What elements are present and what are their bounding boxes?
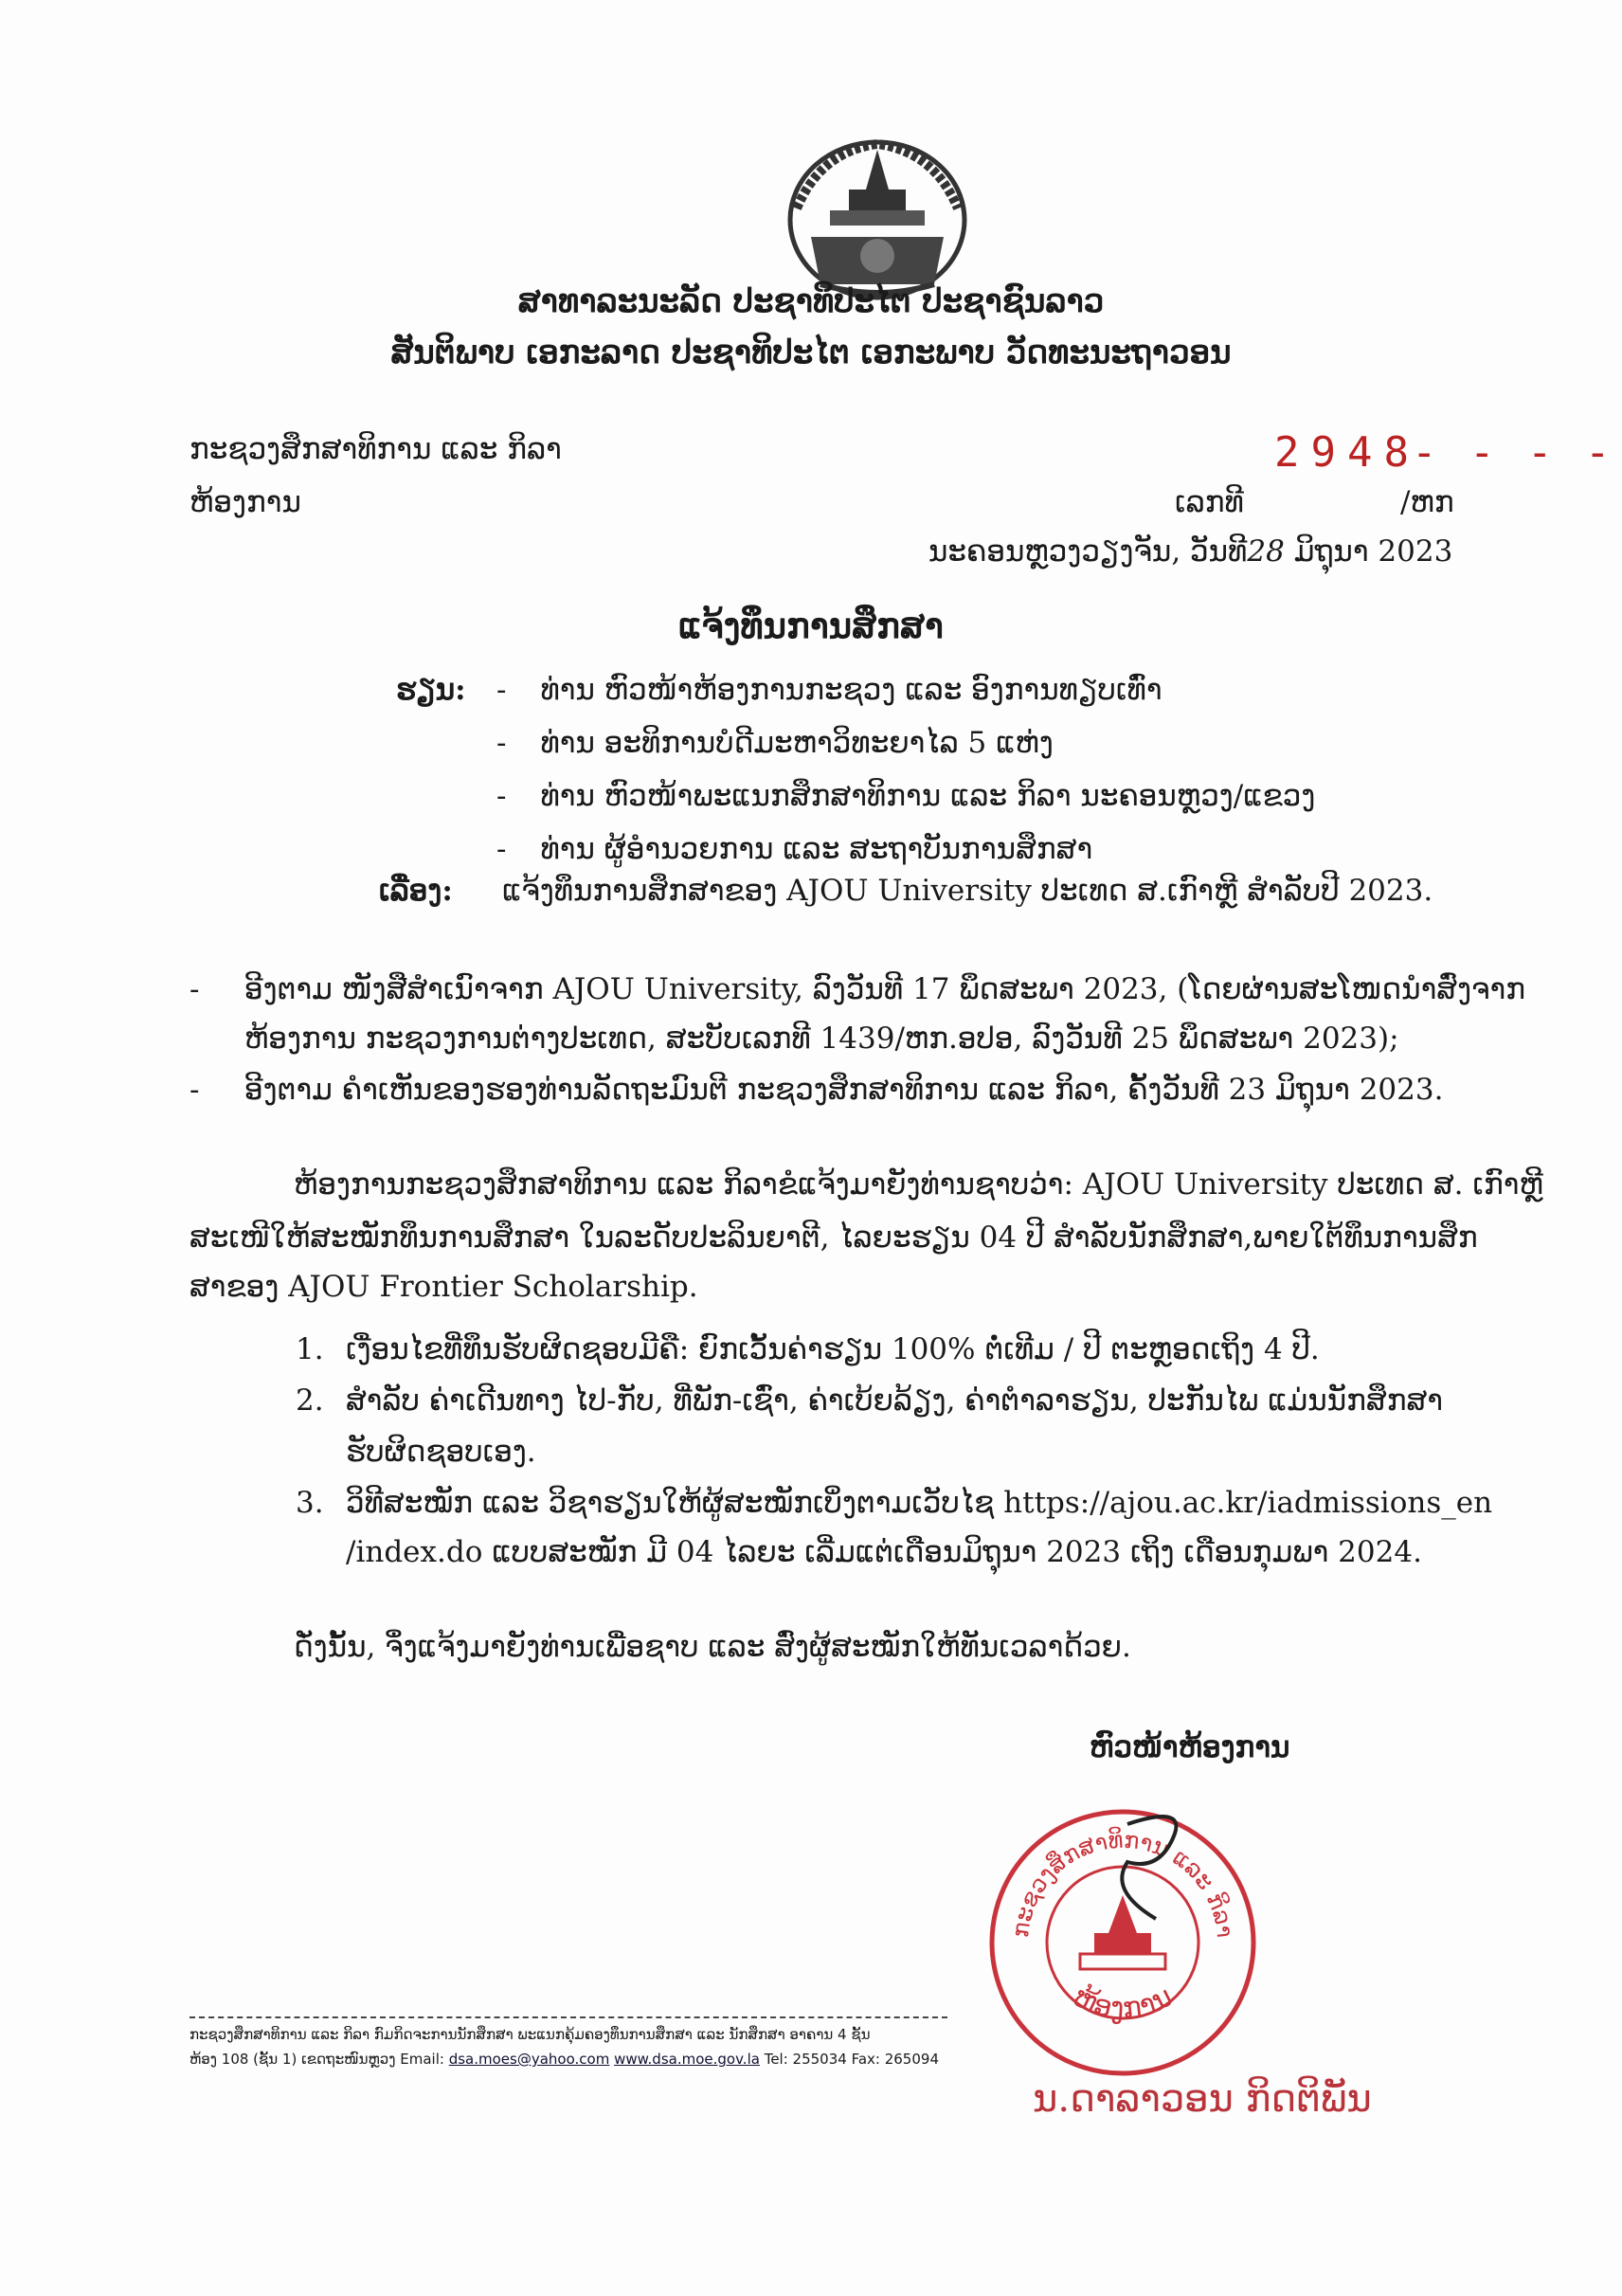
date-prefix: ນະຄອນຫຼວງວຽງຈັນ, ວັນທີ (928, 534, 1248, 569)
body-line-3: ສາຂອງ AJOU Frontier Scholarship. (189, 1270, 698, 1304)
to-label: ຮຽນ: (396, 673, 466, 707)
footer-email[interactable]: dsa.moes@yahoo.com (448, 2051, 610, 2068)
reference-suffix: /ຫກ (1400, 485, 1454, 519)
date-suffix: ມິຖຸນາ 2023 (1293, 534, 1453, 569)
subject-text: ແຈ້ງທຶນການສຶກສາຂອງ AJOU University ປະເທດ ສ.ເກົາຫຼີ ສຳລັບປີ 2023. (502, 874, 1433, 908)
date-day: 28 (1247, 534, 1285, 569)
header-line-2: ສັນຕິພາບ ເອກະລາດ ປະຊາທິປະໄຕ ເອກະພາບ ວັດທະນະຖາວອນ (390, 334, 1232, 371)
recipient-1: - ທ່ານ ຫົວໜ້າຫ້ອງການກະຊວງ ແລະ ອົງການທຽບເທົ່າ (496, 673, 1162, 707)
reference-2-dash: - (189, 1073, 200, 1107)
svg-text:ຫ້ອງການ (1068, 1979, 1178, 2025)
item-2-number: 2. (296, 1383, 324, 1418)
stamp-top-text: ກະຊວງສຶກສາທິການ ແລະ ກິລາ (1006, 1826, 1238, 1940)
body-line-1: ຫ້ອງການກະຊວງສຶກສາທິການ ແລະ ກິລາຂໍແຈ້ງມາຍັງທ່ານຊາບວ່າ: AJOU University ປະເທດ ສ. ເກົາຫຼີ (294, 1167, 1543, 1202)
item-3-number: 3. (296, 1486, 324, 1520)
signatory-role: ຫົວໜ້າຫ້ອງການ (1090, 1730, 1290, 1764)
reference-2-line-1: ອີງຕາມ ຄຳເຫັນຂອງຮອງທ່ານລັດຖະມົນຕີ ກະຊວງສຶກສາທິການ ແລະ ກິລາ, ຄັ້ງວັນທີ 23 ມິຖຸນາ 2023. (244, 1073, 1444, 1107)
reference-1-line-1: ອີງຕາມ ໜັງສືສຳເນົາຈາກ AJOU University, ລົງວັນທີ 17 ພຶດສະພາ 2023, (ໂດຍຜ່ານສະໂໜດນຳສົ່ງຈາກ (244, 972, 1525, 1006)
footer-website[interactable]: www.dsa.moe.gov.la (614, 2051, 760, 2068)
stamp-bottom-text: ຫ້ອງການ (1068, 1980, 1179, 2026)
item-2-text: ສຳລັບ ຄ່າເດີນທາງ ໄປ-ກັບ, ທີ່ພັກ-ເຊົ່າ, ຄ່າເບ້ຍລ້ຽງ, ຄ່າຕຳລາຮຽນ, ປະກັນໄພ ແມ່ນນັກສຶກສາ (346, 1383, 1444, 1418)
footer-line-2: ຫ້ອງ 108 (ຊັ້ນ 1) ເຂດຖະໜົນຫຼວງ Email: dsa.moes@yahoo.com www.dsa.moe.gov.la Tel: 255034 Fax: 265094 (189, 2051, 939, 2068)
reference-number: 2948 (1274, 428, 1420, 477)
reference-1-dash: - (189, 972, 200, 1006)
item-2-text-cont: ຮັບຜິດຊອບເອງ. (346, 1435, 536, 1469)
reference-1-line-2: ຫ້ອງການ ກະຊວງການຕ່າງປະເທດ, ສະບັບເລກທີ 1439/ຫກ.ອປອ, ລົງວັນທີ 25 ພຶດສະພາ 2023); (244, 1021, 1399, 1056)
footer-line-1: ກະຊວງສຶກສາທິການ ແລະ ກິລາ ກົມກິດຈະການນັກສຶກສາ ພະແນກຄຸ້ມຄອງທຶນການສຶກສາ ແລະ ນັກສຶກສາ ອາຄານ 4 ຊັ້ນ (189, 2026, 871, 2043)
ministry-name: ກະຊວງສຶກສາທິການ ແລະ ກິລາ (189, 432, 562, 466)
recipient-3: - ທ່ານ ຫົວໜ້າພະແນກສຶກສາທິການ ແລະ ກິລາ ນະຄອນຫຼວງ/ແຂວງ (496, 779, 1316, 813)
document-title: ແຈ້ງທຶນການສຶກສາ (678, 605, 944, 646)
footer-divider (189, 2016, 947, 2018)
national-emblem (783, 133, 972, 303)
recipient-2: - ທ່ານ ອະທິການບໍດີມະຫາວິທະຍາໄລ 5 ແຫ່ງ (496, 726, 1054, 760)
subject-label: ເລື່ອງ: (379, 874, 453, 908)
item-3-text-cont: /index.do ແບບສະໝັກ ມີ 04 ໄລຍະ ເລີ່ມແຕ່ເດືອນມິຖຸນາ 2023 ເຖິງ ເດືອນກຸມພາ 2024. (346, 1535, 1422, 1569)
recipient-4: - ທ່ານ ຜູ້ອຳນວຍການ ແລະ ສະຖາບັນການສຶກສາ (496, 832, 1093, 866)
reference-dashes: - - - - (1412, 428, 1614, 477)
item-1-number: 1. (296, 1332, 324, 1366)
official-stamp (985, 1805, 1260, 2080)
item-1-text: ເງື່ອນໄຂທີ່ທຶນຮັບຜິດຊອບມີຄື: ຍົກເວັ້ນຄ່າຮຽນ 100% ຕໍ່ເທີມ / ປີ ຕະຫຼອດເຖິງ 4 ປີ. (346, 1332, 1320, 1366)
date-line (928, 534, 1452, 569)
closing-text: ດັ່ງນັ້ນ, ຈຶ່ງແຈ້ງມາຍັງທ່ານເພື່ອຊາບ ແລະ ສົ່ງຜູ້ສະໝັກໃຫ້ທັນເວລາດ້ວຍ. (294, 1630, 1131, 1664)
signatory-name: ນ.ດາລາວອນ ກິດຕິພັນ (1033, 2077, 1372, 2121)
item-3-text: ວິທີສະໝັກ ແລະ ວິຊາຮຽນໃຫ້ຜູ້ສະໝັກເບິ່ງຕາມເວັບໄຊ https://ajou.ac.kr/iadmissions_en (346, 1486, 1493, 1520)
body-line-2: ສະເໜີໃຫ້ສະໝັກທຶນການສຶກສາ ໃນລະດັບປະລິນຍາຕີ, ໄລຍະຮຽນ 04 ປີ ສຳລັບນັກສຶກສາ,ພາຍໃຕ້ທຶນການສຶກ (189, 1220, 1478, 1255)
header-line-1: ສາທາລະນະລັດ ປະຊາທິປະໄຕ ປະຊາຊົນລາວ (517, 282, 1105, 320)
office-name: ຫ້ອງການ (189, 485, 301, 519)
reference-number-label: ເລກທີ (1175, 485, 1244, 519)
footer-phone: Tel: 255034 Fax: 265094 (764, 2051, 939, 2068)
